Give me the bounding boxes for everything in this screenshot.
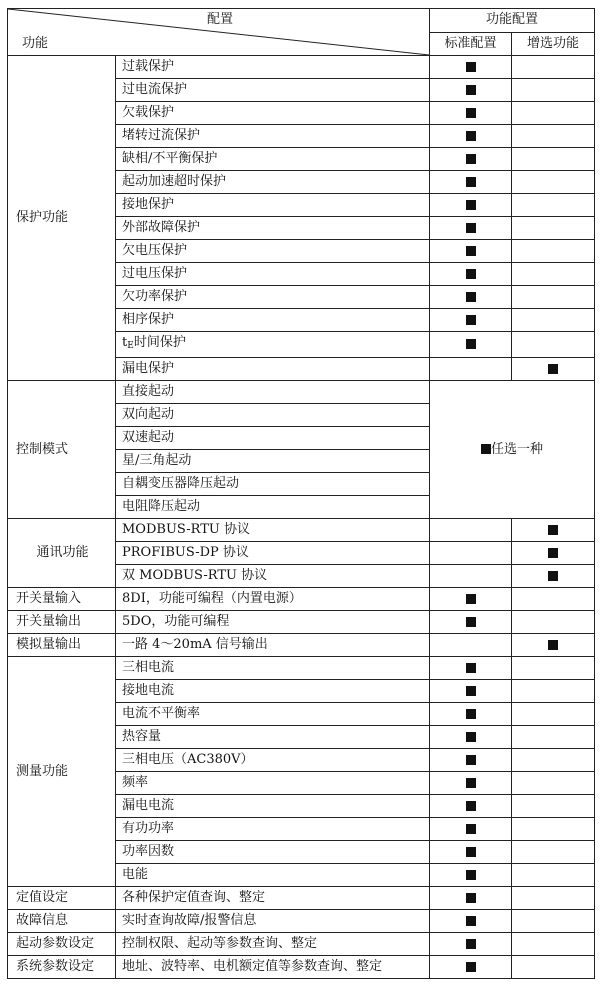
optional-mark-cell [512, 565, 595, 588]
standard-mark-cell [430, 519, 512, 542]
category-cell: 开关量输出 [8, 611, 116, 634]
category-cell: 测量功能 [8, 657, 116, 887]
item-label: 接地电流 [116, 680, 430, 703]
optional-mark-cell [512, 611, 595, 634]
item-label: 实时查询故障/报警信息 [116, 910, 430, 933]
optional-mark-cell [512, 657, 595, 680]
standard-mark-cell [430, 240, 512, 263]
category-cell: 系统参数设定 [8, 956, 116, 979]
category-cell: 开关量输入 [8, 588, 116, 611]
item-label: PROFIBUS-DP 协议 [116, 542, 430, 565]
table-row [8, 56, 595, 79]
standard-mark-cell [430, 332, 512, 358]
optional-mark-cell [512, 148, 595, 171]
standard-mark-cell [430, 657, 512, 680]
optional-mark-cell [512, 933, 595, 956]
optional-mark-cell [512, 588, 595, 611]
filled-square-icon [466, 778, 476, 788]
item-label: 欠功率保护 [116, 286, 430, 309]
filled-square-icon [466, 594, 476, 604]
optional-mark-cell [512, 519, 595, 542]
filled-square-icon [466, 847, 476, 857]
item-label: 8DI，功能可编程（内置电源） [116, 588, 430, 611]
optional-mark-cell [512, 772, 595, 795]
filled-square-icon [466, 824, 476, 834]
filled-square-icon [466, 246, 476, 256]
item-label: 自耦变压器降压起动 [116, 473, 430, 496]
standard-mark-cell [430, 79, 512, 102]
item-label: 直接起动 [116, 381, 430, 404]
optional-mark-cell [512, 703, 595, 726]
filled-square-icon [466, 870, 476, 880]
filled-square-icon [548, 548, 558, 558]
standard-mark-cell [430, 703, 512, 726]
standard-mark-cell [430, 102, 512, 125]
filled-square-icon [466, 709, 476, 719]
filled-square-icon [466, 339, 476, 349]
item-label: 电能 [116, 864, 430, 887]
item-label: 过电压保护 [116, 263, 430, 286]
item-label: 双 MODBUS-RTU 协议 [116, 565, 430, 588]
optional-mark-cell [512, 217, 595, 240]
config-table-container [7, 8, 595, 979]
item-label: 控制权限、起动等参数查询、整定 [116, 933, 430, 956]
filled-square-icon [466, 85, 476, 95]
optional-mark-cell [512, 680, 595, 703]
standard-mark-cell [430, 171, 512, 194]
standard-mark-cell [430, 726, 512, 749]
item-label: 星/三角起动 [116, 450, 430, 473]
optional-mark-cell [512, 542, 595, 565]
optional-mark-cell [512, 841, 595, 864]
filled-square-icon [466, 108, 476, 118]
filled-square-icon [466, 962, 476, 972]
table-row [8, 657, 595, 680]
standard-mark-cell [430, 864, 512, 887]
item-label: 地址、波特率、电机额定值等参数查询、整定 [116, 956, 430, 979]
item-label: 有功功率 [116, 818, 430, 841]
optional-mark-cell [512, 358, 595, 381]
standard-mark-cell [430, 841, 512, 864]
table-row [8, 634, 595, 657]
category-cell: 通讯功能 [8, 519, 116, 588]
item-label: 外部故障保护 [116, 217, 430, 240]
table-row [8, 519, 595, 542]
filled-square-icon [466, 131, 476, 141]
item-label-rest: 时间保护 [133, 335, 186, 350]
filled-square-icon [466, 617, 476, 627]
category-cell: 故障信息 [8, 910, 116, 933]
filled-square-icon [466, 686, 476, 696]
standard-mark-cell [430, 565, 512, 588]
header-row-1 [8, 9, 595, 33]
standard-mark-cell [430, 217, 512, 240]
filled-square-icon [466, 939, 476, 949]
filled-square-icon [466, 755, 476, 765]
header-func-config: 功能配置 [430, 9, 595, 33]
item-label: 欠电压保护 [116, 240, 430, 263]
optional-mark-cell [512, 332, 595, 358]
item-label: 漏电电流 [116, 795, 430, 818]
filled-square-icon [466, 732, 476, 742]
item-label: 漏电保护 [116, 358, 430, 381]
table-row [8, 381, 595, 404]
optional-mark-cell [512, 56, 595, 79]
choose-one-note: 任选一种 [491, 441, 544, 457]
filled-square-icon [466, 893, 476, 903]
filled-square-icon [548, 364, 558, 374]
filled-square-icon [466, 315, 476, 325]
optional-mark-cell [512, 194, 595, 217]
standard-mark-cell [430, 358, 512, 381]
item-label: 起动加速超时保护 [116, 171, 430, 194]
header-standard: 标准配置 [430, 32, 512, 56]
item-label-main: t [122, 335, 128, 350]
category-cell: 起动参数设定 [8, 933, 116, 956]
filled-square-icon [466, 663, 476, 673]
item-label: MODBUS-RTU 协议 [116, 519, 430, 542]
optional-mark-cell [512, 171, 595, 194]
optional-mark-cell [512, 818, 595, 841]
item-label: 堵转过流保护 [116, 125, 430, 148]
filled-square-icon [466, 154, 476, 164]
optional-mark-cell [512, 749, 595, 772]
standard-mark-cell [430, 887, 512, 910]
standard-mark-cell [430, 956, 512, 979]
table-row [8, 910, 595, 933]
category-cell: 模拟量输出 [8, 634, 116, 657]
item-label: 欠载保护 [116, 102, 430, 125]
diagonal-header-cell [8, 9, 430, 56]
filled-square-icon [466, 801, 476, 811]
optional-mark-cell [512, 79, 595, 102]
item-label: 三相电流 [116, 657, 430, 680]
optional-mark-cell [512, 309, 595, 332]
standard-mark-cell [430, 125, 512, 148]
standard-mark-cell [430, 910, 512, 933]
standard-mark-cell [430, 749, 512, 772]
item-label-subscript: E [127, 341, 134, 351]
item-label: 频率 [116, 772, 430, 795]
table-row [8, 588, 595, 611]
item-label: 5DO，功能可编程 [116, 611, 430, 634]
filled-square-icon [466, 269, 476, 279]
choose-one-cell [430, 381, 595, 519]
standard-mark-cell [430, 772, 512, 795]
table-row [8, 611, 595, 634]
optional-mark-cell [512, 910, 595, 933]
filled-square-icon [548, 640, 558, 650]
item-label: 各种保护定值查询、整定 [116, 887, 430, 910]
optional-mark-cell [512, 240, 595, 263]
function-config-table [7, 8, 595, 979]
item-label [116, 332, 430, 358]
standard-mark-cell [430, 194, 512, 217]
filled-square-icon [466, 200, 476, 210]
item-label: 双向起动 [116, 404, 430, 427]
optional-mark-cell [512, 102, 595, 125]
table-row [8, 887, 595, 910]
standard-mark-cell [430, 263, 512, 286]
optional-mark-cell [512, 263, 595, 286]
standard-mark-cell [430, 634, 512, 657]
table-row [8, 933, 595, 956]
standard-mark-cell [430, 309, 512, 332]
standard-mark-cell [430, 542, 512, 565]
filled-square-icon [548, 525, 558, 535]
item-label: 电流不平衡率 [116, 703, 430, 726]
item-label: 电阻降压起动 [116, 496, 430, 519]
category-cell: 控制模式 [8, 381, 116, 519]
filled-square-icon [466, 62, 476, 72]
item-label: 相序保护 [116, 309, 430, 332]
filled-square-icon [466, 223, 476, 233]
filled-square-icon [481, 444, 491, 454]
item-label: 缺相/不平衡保护 [116, 148, 430, 171]
item-label: 接地保护 [116, 194, 430, 217]
standard-mark-cell [430, 148, 512, 171]
item-label: 过载保护 [116, 56, 430, 79]
item-label: 功率因数 [116, 841, 430, 864]
optional-mark-cell [512, 864, 595, 887]
optional-mark-cell [512, 286, 595, 309]
header-config-label: 配置 [206, 12, 233, 27]
standard-mark-cell [430, 56, 512, 79]
item-label: 一路 4～20mA 信号输出 [116, 634, 430, 657]
optional-mark-cell [512, 634, 595, 657]
item-label: 双速起动 [116, 427, 430, 450]
optional-mark-cell [512, 887, 595, 910]
filled-square-icon [548, 571, 558, 581]
optional-mark-cell [512, 125, 595, 148]
item-label: 过电流保护 [116, 79, 430, 102]
standard-mark-cell [430, 588, 512, 611]
standard-mark-cell [430, 795, 512, 818]
standard-mark-cell [430, 818, 512, 841]
table-row [8, 956, 595, 979]
optional-mark-cell [512, 956, 595, 979]
item-label: 三相电压（AC380V） [116, 749, 430, 772]
category-cell: 定值设定 [8, 887, 116, 910]
category-cell: 保护功能 [8, 56, 116, 381]
filled-square-icon [466, 177, 476, 187]
header-optional: 增选功能 [512, 32, 595, 56]
standard-mark-cell [430, 286, 512, 309]
standard-mark-cell [430, 611, 512, 634]
optional-mark-cell [512, 795, 595, 818]
optional-mark-cell [512, 726, 595, 749]
item-label: 热容量 [116, 726, 430, 749]
standard-mark-cell [430, 933, 512, 956]
filled-square-icon [466, 916, 476, 926]
header-function-label: 功能 [22, 36, 49, 51]
filled-square-icon [466, 292, 476, 302]
standard-mark-cell [430, 680, 512, 703]
